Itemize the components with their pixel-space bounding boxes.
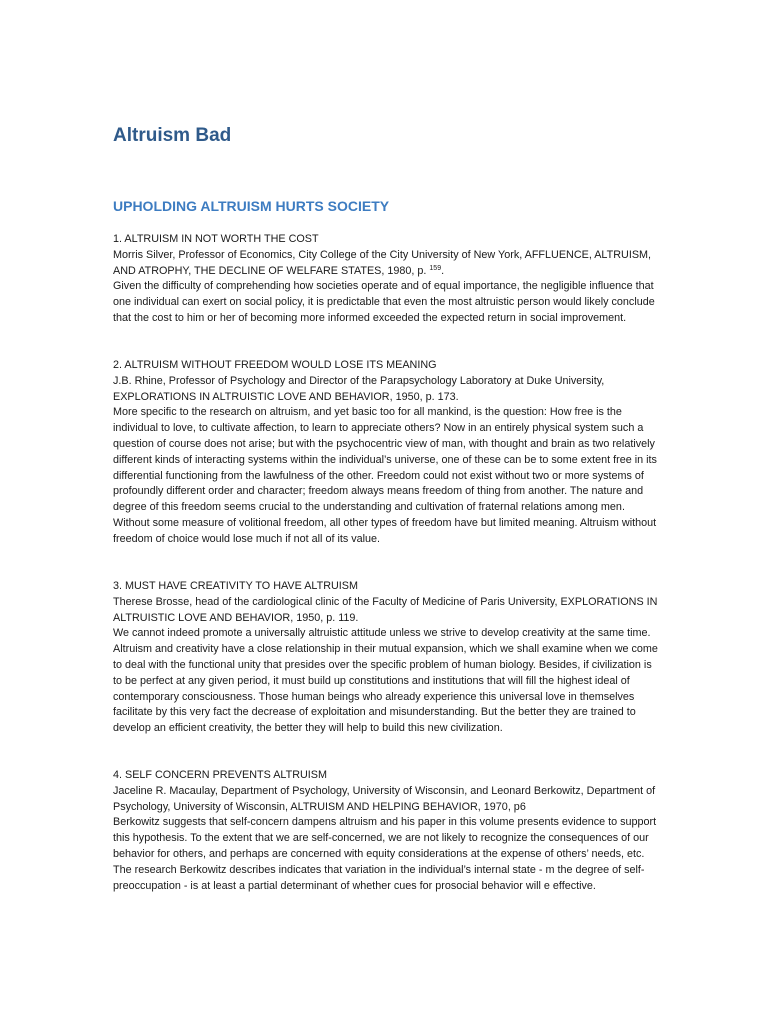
card-heading: 4. SELF CONCERN PREVENTS ALTRUISM — [113, 769, 327, 781]
card-body: Given the difficulty of comprehending how societies operate and of equal importance, the negligible influence that one individual can exert on social policy, it is predictable that even the most altruistic person would likely conclude that the cost to him or her of becoming more informed exceeded the expected return in social improvement. — [113, 280, 655, 324]
card-citation: Morris Silver, Professor of Economics, City College of the City University of New York, AFFLUENCE, ALTRUISM, AND ATROPHY, THE DECLINE OF WELFARE STATES, 1980, p. $^{159}$. — [113, 248, 652, 277]
evidence-card-4 — [113, 768, 658, 894]
evidence-card-2 — [113, 358, 658, 548]
evidence-card-3 — [113, 579, 658, 737]
card-body: We cannot indeed promote a universally altruistic attitude unless we strive to develop creativity at the same time. Altruism and creativity have a close relationship in their mutual expansion, which we shall examine when we come to deal with the functional unity that presides over the specific problem of human biology. Besides, if civilization is to be perfect at any given period, it must build up constitutions and institutions that will fill the highest ideal of contemporary consciousness. Those human beings who already experience this universal love in themselves facilitate by this very fact the decrease of exploitation and misunderstanding. But the better they are trained to develop an efficient creativity, the better they will help to build this new civilization. — [113, 627, 658, 735]
citation-page-superscript: 159 — [429, 264, 442, 272]
card-citation: Therese Brosse, head of the cardiological clinic of the Faculty of Medicine of Paris University, EXPLORATIONS IN ALTRUISTIC LOVE AND BEHAVIOR, 1950, p. 119. — [113, 595, 658, 624]
card-heading: 1. ALTRUISM IN NOT WORTH THE COST — [113, 233, 319, 245]
card-body: Berkowitz suggests that self-concern dampens altruism and his paper in this volume presents evidence to support this hypothesis. To the extent that we are self-concerned, we are not likely to recognize the consequences of our behavior for others, and perhaps are concerned with equity considerations at the expense of others’ needs, etc. The research Berkowitz describes indicates that variation in the individual’s internal state - m the degree of self-preoccupation - is at least a partial determinant of whether cues for prosocial behavior will e effective. — [113, 816, 657, 892]
card-body: More specific to the research on altruism, and yet basic too for all mankind, is the question: How free is the individual to love, to cultivate affection, to learn to appreciate others? Now in an entirely physical system such a question of course does not arise; but with the psychocentric view of man, with thought and brain as two relatively different kinds of interacting systems within the individual’s universe, one of these can be to some extent free in its differential functioning from the lawfulness of the other. Freedom could not exist without two or more systems of profoundly different order and character; freedom always means freedom of thing from another. The nature and degree of this freedom seems crucial to the understanding and cultivation of fraternal relations among men. Without some measure of volitional freedom, all other types of freedom have but limited meaning. Altruism without freedom of choice would lose much if not all of its value. — [113, 406, 657, 545]
card-citation: J.B. Rhine, Professor of Psychology and Director of the Parapsychology Laboratory at Duke University, EXPLORATIONS IN ALTRUISTIC LOVE AND BEHAVIOR, 1950, p. 173. — [113, 374, 605, 403]
document-subtitle: UPHOLDING ALTRUISM HURTS SOCIETY — [113, 198, 390, 214]
document-title: Altruism Bad — [113, 125, 232, 146]
card-heading: 2. ALTRUISM WITHOUT FREEDOM WOULD LOSE ITS MEANING — [113, 359, 437, 371]
evidence-card-1 — [113, 232, 658, 327]
card-citation: Jaceline R. Macaulay, Department of Psychology, University of Wisconsin, and Leonard Berkowitz, Department of Psychology, University of Wisconsin, ALTRUISM AND HELPING BEHAVIOR, 1970, p6 — [113, 784, 656, 813]
card-heading: 3. MUST HAVE CREATIVITY TO HAVE ALTRUISM — [113, 580, 358, 592]
